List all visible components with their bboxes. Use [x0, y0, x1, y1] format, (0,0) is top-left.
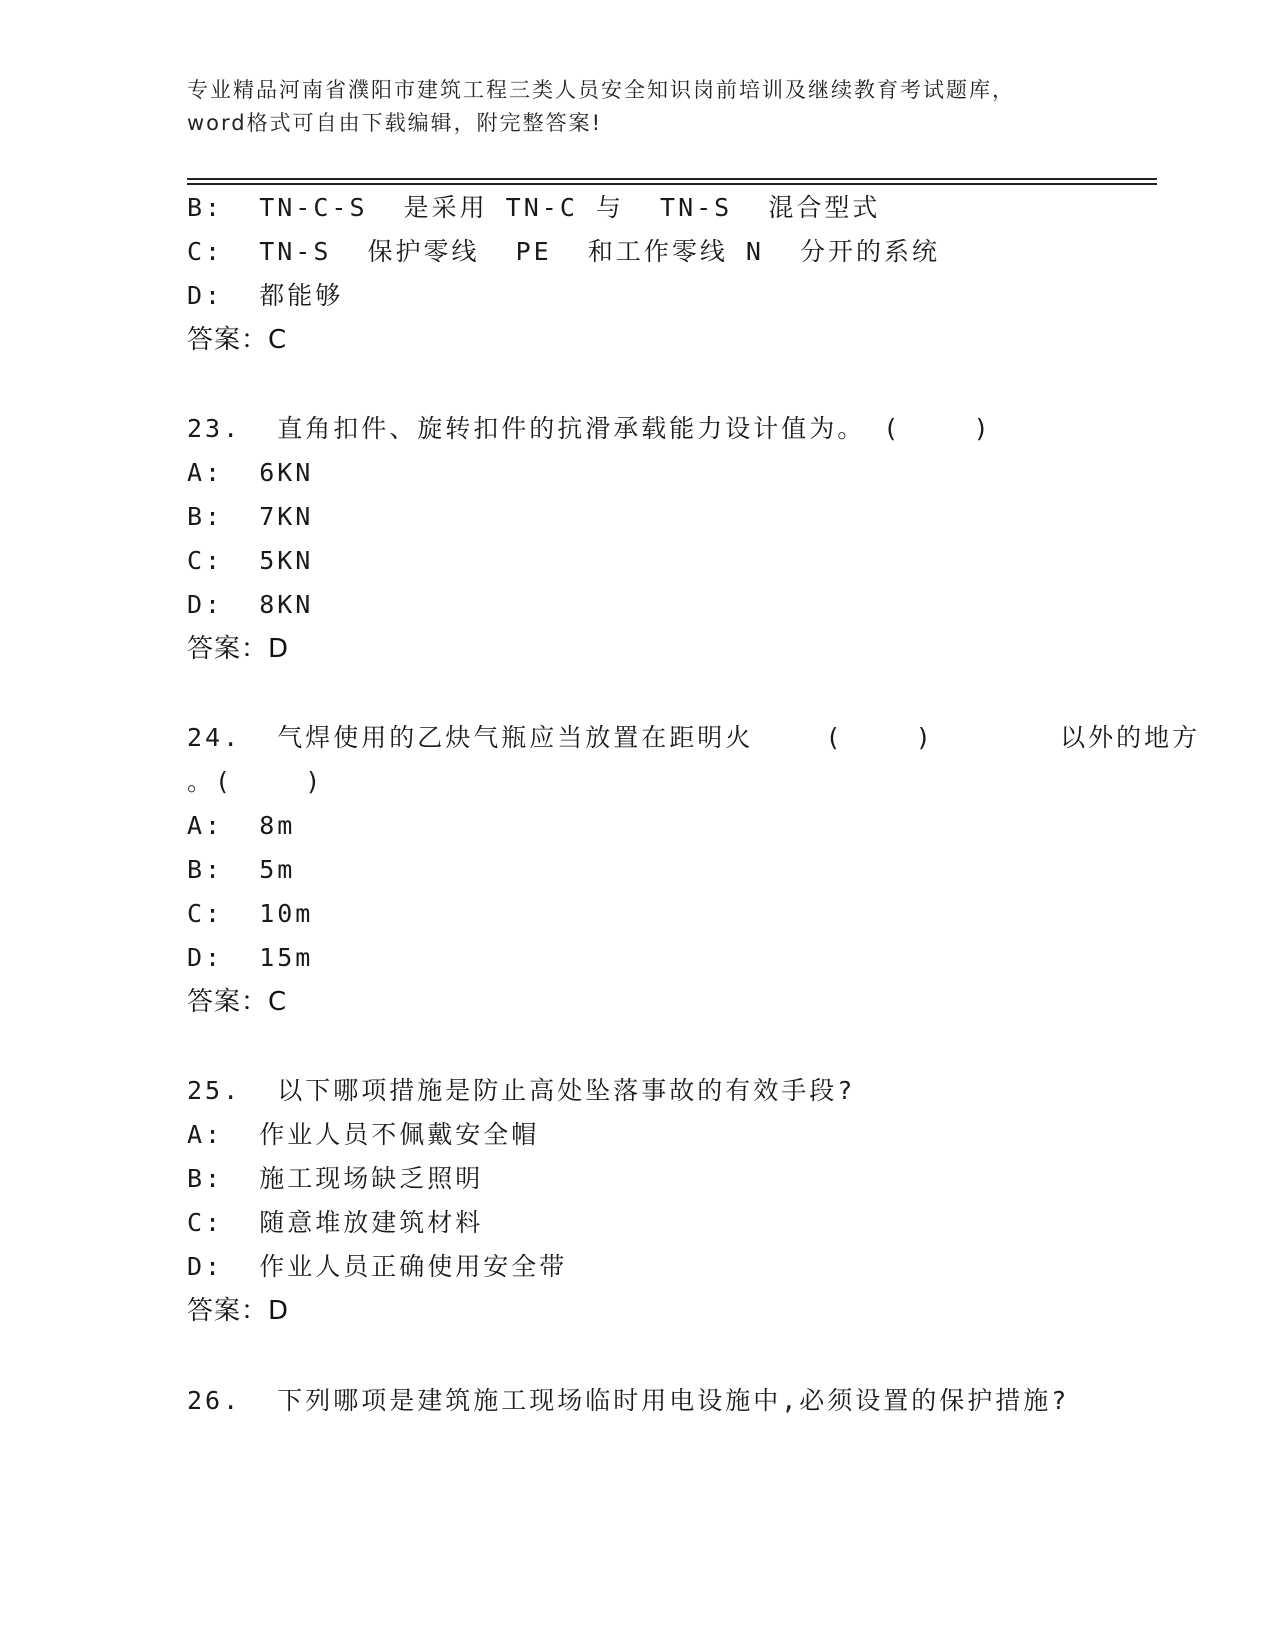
q26-question: 26. 下列哪项是建筑施工现场临时用电设施中,必须设置的保护措施? [187, 1386, 1070, 1415]
q24-option-b: B: 5m [187, 855, 296, 884]
q23-answer: 答案：D [187, 634, 290, 664]
q25-question: 25. 以下哪项措施是防止高处坠落事故的有效手段? [187, 1076, 856, 1105]
q22-option-d: D: 都能够 [187, 281, 344, 310]
q23-option-d: D: 8KN [187, 590, 314, 619]
q23-question: 23. 直角扣件、旋转扣件的抗滑承载能力设计值为。 ( ) [187, 414, 992, 443]
q23-option-b: B: 7KN [187, 502, 314, 531]
q24-question-line-1: 24. 气焊使用的乙炔气瓶应当放置在距明火 ( ) 以外的地方 [187, 723, 1201, 752]
q24-question-line-2: 。( ) [187, 767, 324, 796]
q25-option-b: B: 施工现场缺乏照明 [187, 1164, 484, 1193]
document-header [187, 74, 1087, 140]
header-line-1: 专业精品河南省濮阳市建筑工程三类人员安全知识岗前培训及继续教育考试题库， [187, 78, 1015, 102]
q22-answer: 答案：C [187, 325, 288, 355]
q22-option-b: B: TN-C-S 是采用 TN-C 与 TN-S 混合型式 [187, 193, 881, 222]
q24-option-a: A: 8m [187, 811, 296, 840]
q25-answer: 答案：D [187, 1296, 290, 1326]
q25-option-c: C: 随意堆放建筑材料 [187, 1208, 484, 1237]
q22-option-c: C: TN-S 保护零线 PE 和工作零线 N 分开的系统 [187, 237, 941, 266]
q24-answer: 答案：C [187, 987, 288, 1017]
header-divider-top [187, 178, 1157, 180]
q25-option-a: A: 作业人员不佩戴安全帽 [187, 1120, 540, 1149]
q25-option-d: D: 作业人员正确使用安全带 [187, 1252, 568, 1281]
header-divider-bottom [187, 183, 1157, 185]
q23-option-a: A: 6KN [187, 458, 314, 487]
q24-option-c: C: 10m [187, 899, 314, 928]
q23-option-c: C: 5KN [187, 546, 314, 575]
q24-option-d: D: 15m [187, 943, 314, 972]
header-line-2: word格式可自由下载编辑，附完整答案! [187, 111, 603, 135]
